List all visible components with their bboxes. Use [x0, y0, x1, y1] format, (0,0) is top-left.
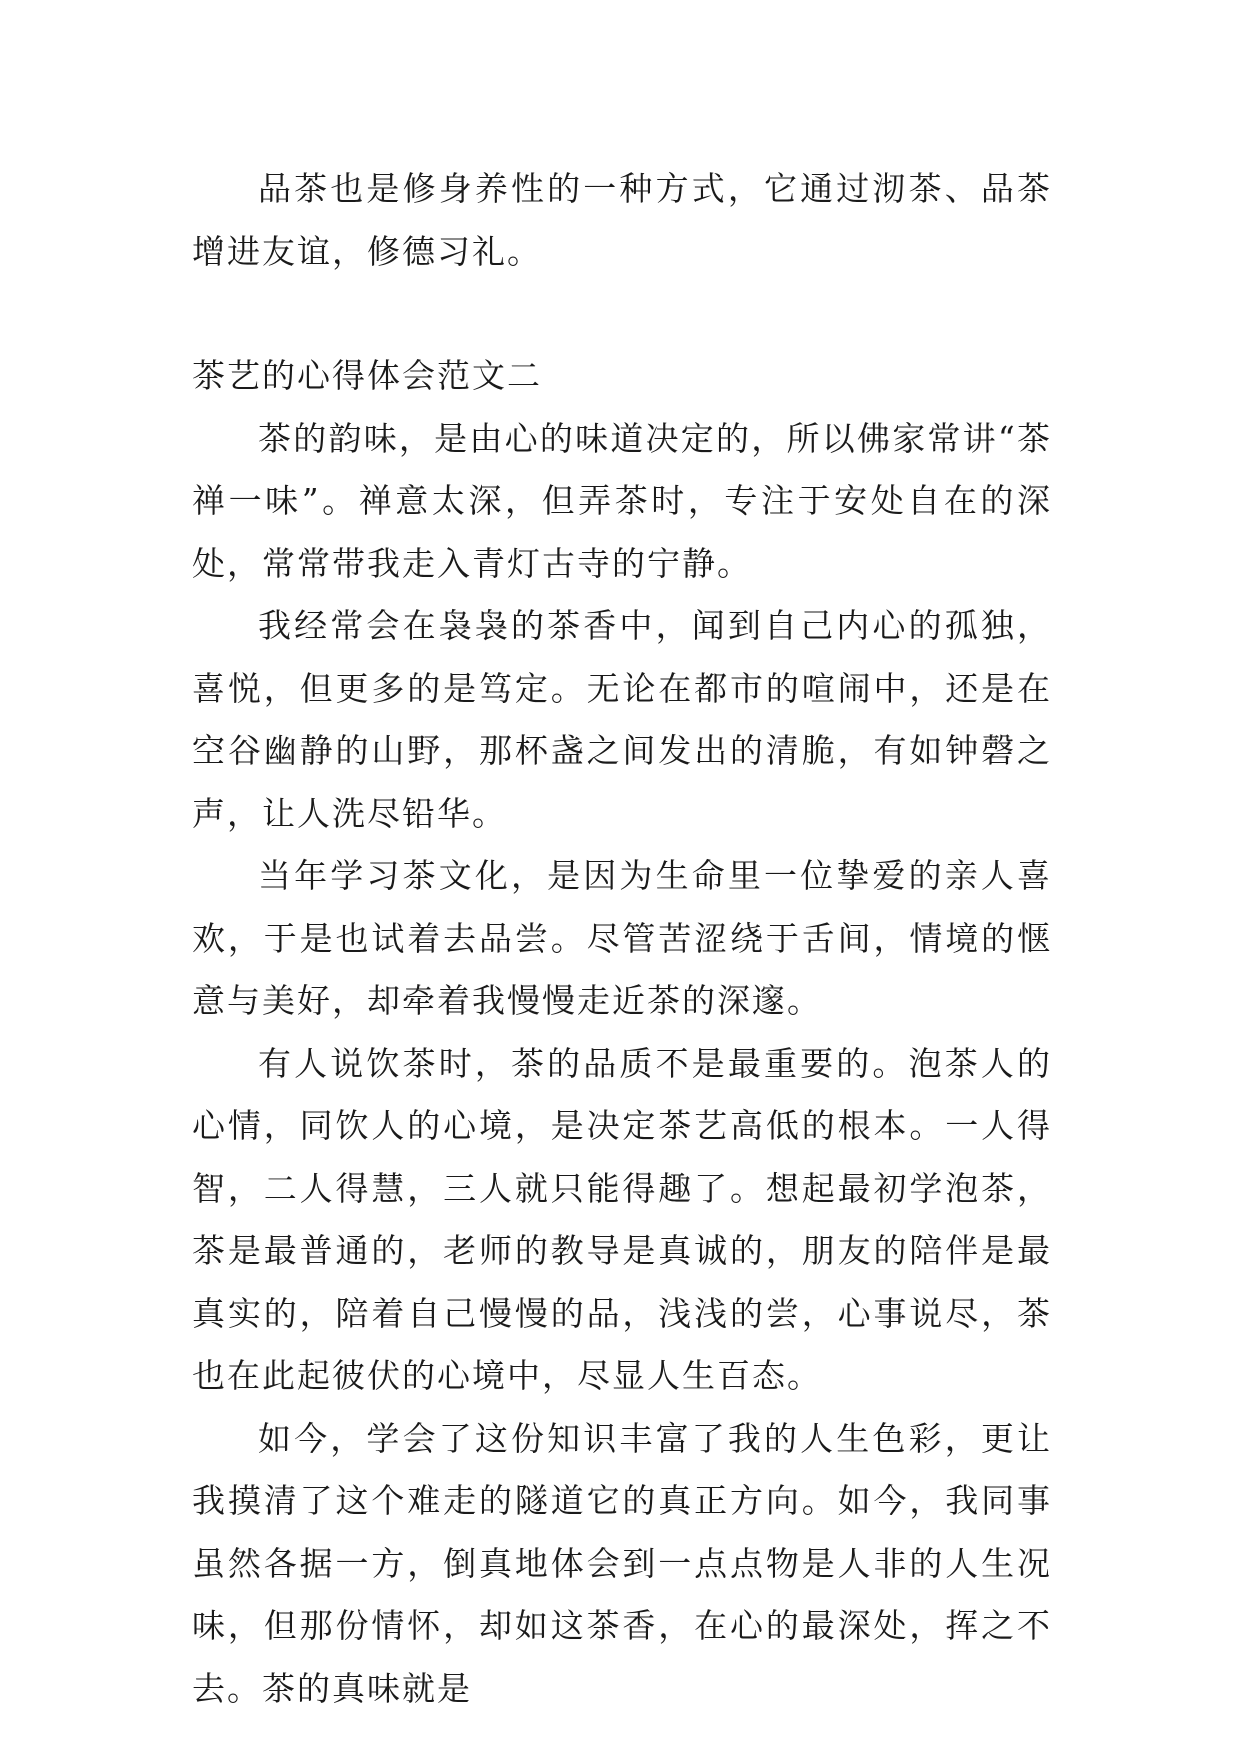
paragraph: 茶的韵味，是由心的味道决定的，所以佛家常讲“茶禅一味”。禅意太深，但弄茶时，专注于安处自在的深处，常常带我走入青灯古寺的宁静。: [192, 418, 1052, 583]
paragraph: 当年学习茶文化，是因为生命里一位挚爱的亲人喜欢，于是也试着去品尝。尽管苦涩绕于舌间，情境的惬意与美好，却牵着我慢慢走近茶的深邃。: [192, 856, 1052, 1020]
paragraph: 品茶也是修身养性的一种方式，它通过沏茶、品茶增进友谊，修德习礼。: [192, 169, 1052, 271]
paragraph: 有人说饮茶时，茶的品质不是最重要的。泡茶人的心情，同饮人的心境，是决定茶艺高低的根本。一人得智，二人得慧，三人就只能得趣了。想起最初学泡茶，茶是最普通的，老师的教导是真诚的，朋友的陪伴是最真实的，陪着自己慢慢的品，浅浅的尝，心事说尽，茶也在此起彼伏的心境中，尽显人生百态。: [192, 1043, 1052, 1395]
paragraph: 如今，学会了这份知识丰富了我的人生色彩，更让我摸清了这个难走的隧道它的真正方向。如今，我同事虽然各据一方，倒真地体会到一点点物是人非的人生况味，但那份情怀，却如这茶香，在心的最深处，挥之不去。茶的真味就是: [192, 1418, 1052, 1708]
section-heading: 茶艺的心得体会范文二: [192, 356, 542, 395]
document-body: [192, 158, 1052, 1720]
paragraph: 我经常会在袅袅的茶香中，闻到自己内心的孤独，喜悦，但更多的是笃定。无论在都市的喧闹中，还是在空谷幽静的山野，那杯盏之间发出的清脆，有如钟磬之声，让人洗尽铅华。: [192, 606, 1052, 833]
